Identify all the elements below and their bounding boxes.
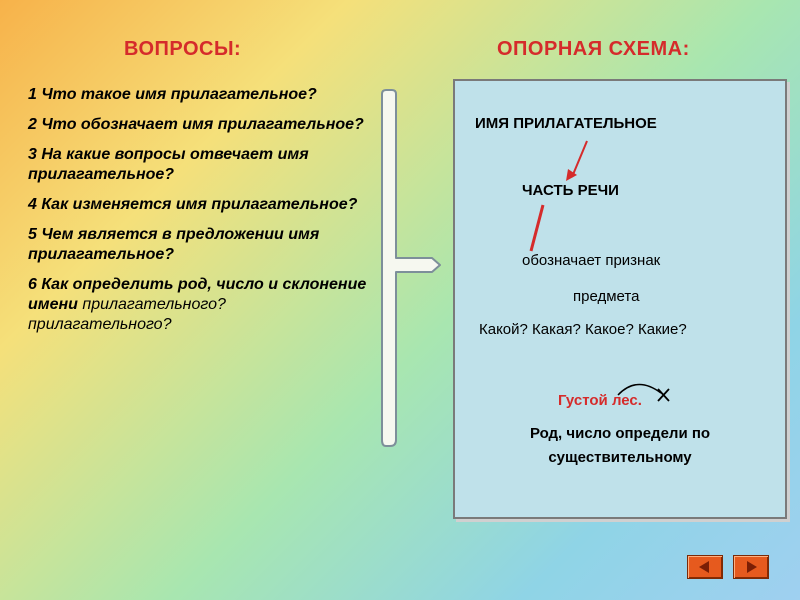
ending-arc-icon xyxy=(618,384,661,395)
scheme-meaning-line2: предмета xyxy=(573,288,640,305)
question-6-extra: прилагательного? xyxy=(28,316,172,333)
arrow-term-to-pos xyxy=(572,141,587,177)
scheme-questions: Какой? Какая? Какое? Какие? xyxy=(479,321,687,338)
scheme-meaning-line1: обозначает признак xyxy=(522,252,661,269)
bracket-connector-icon xyxy=(378,88,448,450)
question-5: 5 Чем является в предложении имя прилагательное? xyxy=(28,226,320,263)
scheme-example: Густой лес. xyxy=(558,392,642,409)
questions-list xyxy=(28,85,398,345)
scheme-term: ИМЯ ПРИЛАГАТЕЛЬНОЕ xyxy=(475,115,657,132)
scheme-part-of-speech: ЧАСТЬ РЕЧИ xyxy=(522,182,619,199)
prev-slide-button[interactable] xyxy=(687,555,723,579)
question-2: 2 Что обозначает имя прилагательное? xyxy=(28,116,364,133)
scheme-rule-line2: существительному xyxy=(548,449,692,466)
question-6-plain: прилагательного? xyxy=(82,296,226,313)
line-pos-to-meaning xyxy=(531,205,543,251)
question-3: 3 На какие вопросы отвечает имя прилагательное? xyxy=(28,146,309,183)
next-slide-button[interactable] xyxy=(733,555,769,579)
scheme-panel xyxy=(453,79,787,519)
question-6 xyxy=(28,275,398,335)
questions-heading: ВОПРОСЫ: xyxy=(124,38,242,60)
cross-mark-icon xyxy=(658,389,669,401)
question-1: 1 Что такое имя прилагательное? xyxy=(28,86,317,103)
scheme-arrows xyxy=(455,81,785,517)
scheme-heading: ОПОРНАЯ СХЕМА: xyxy=(497,38,690,60)
question-4: 4 Как изменяется имя прилагательное? xyxy=(28,196,358,213)
triangle-left-icon xyxy=(688,556,722,578)
scheme-rule-line1: Род, число определи по xyxy=(529,425,711,442)
question-6-text: 6 Как определить род, число и склонение имени xyxy=(28,276,367,313)
triangle-right-icon xyxy=(734,556,768,578)
